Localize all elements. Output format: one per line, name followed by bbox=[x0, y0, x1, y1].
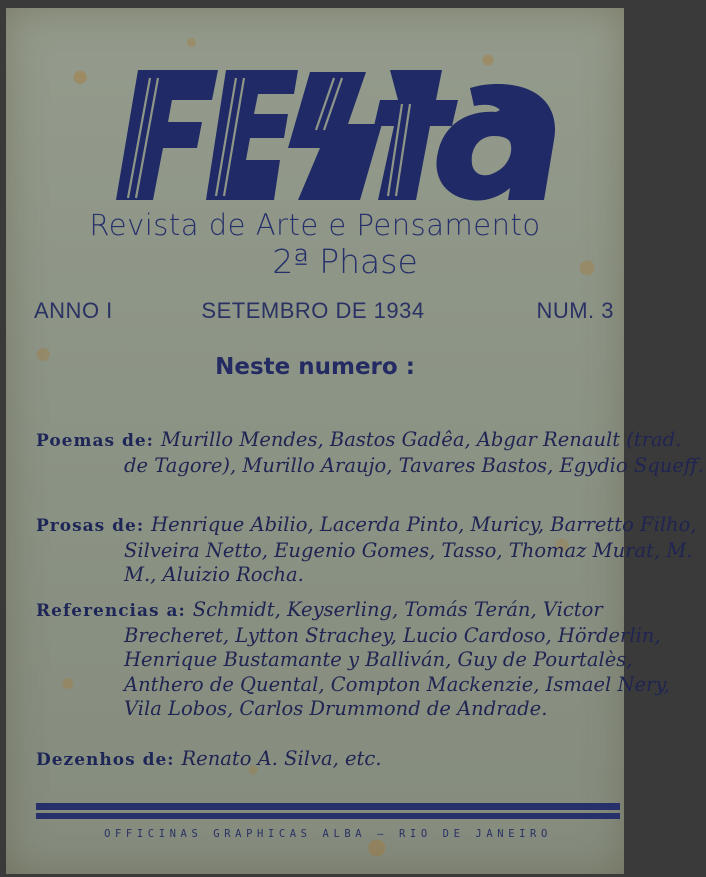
issue-year: ANNO I bbox=[34, 298, 113, 323]
section-label: Prosas de: bbox=[36, 516, 152, 536]
contents-section-prose bbox=[36, 513, 706, 588]
festa-logo bbox=[98, 60, 568, 210]
footer-rule-bottom bbox=[36, 813, 620, 819]
section-text: Renato A. Silva, etc. bbox=[181, 747, 382, 770]
printer-imprint: OFFICINAS GRAPHICAS ALBA — RIO DE JANEIRO bbox=[104, 828, 552, 840]
contents-heading: Neste numero : bbox=[215, 354, 415, 380]
contents-section-references bbox=[36, 598, 706, 722]
footer-rule bbox=[36, 803, 620, 819]
footer-rule-top bbox=[36, 803, 620, 810]
magazine-subtitle: Revista de Arte e Pensamento bbox=[89, 208, 541, 242]
section-text: Henrique Abilio, Lacerda Pinto, Muricy, Barretto Filho, Silveira Netto, Eugenio Gomes, Tasso, Thomaz Murat, M. M., Aluizio Rocha. bbox=[124, 513, 697, 586]
issue-number: NUM. 3 bbox=[536, 298, 614, 323]
contents-section-poems bbox=[36, 428, 706, 478]
issue-date: SETEMBRO DE 1934 bbox=[201, 298, 425, 323]
section-label: Dezenhos de: bbox=[36, 750, 182, 770]
section-text: Murillo Mendes, Bastos Gadêa, Abgar Renault (trad. de Tagore), Murillo Araujo, Tavares Bastos, Egydio Squeff. bbox=[124, 428, 704, 477]
contents-section-drawings bbox=[36, 747, 706, 773]
festa-logo-graphic bbox=[98, 60, 568, 210]
magazine-phase: 2ª Phase bbox=[272, 242, 418, 281]
section-text: Schmidt, Keyserling, Tomás Terán, Victor Brecheret, Lytton Strachey, Lucio Cardoso, Hörderlin, Henrique Bustamante y Balliván, Guy de Pourtalès, Anthero de Quental, Compton Mackenzie, Ismael Nery, Vila Lobos, Carlos Drummond de Andrade. bbox=[124, 598, 670, 720]
magazine-cover bbox=[6, 8, 704, 874]
section-label: Poemas de: bbox=[36, 431, 161, 451]
section-label: Referencias a: bbox=[36, 601, 193, 621]
